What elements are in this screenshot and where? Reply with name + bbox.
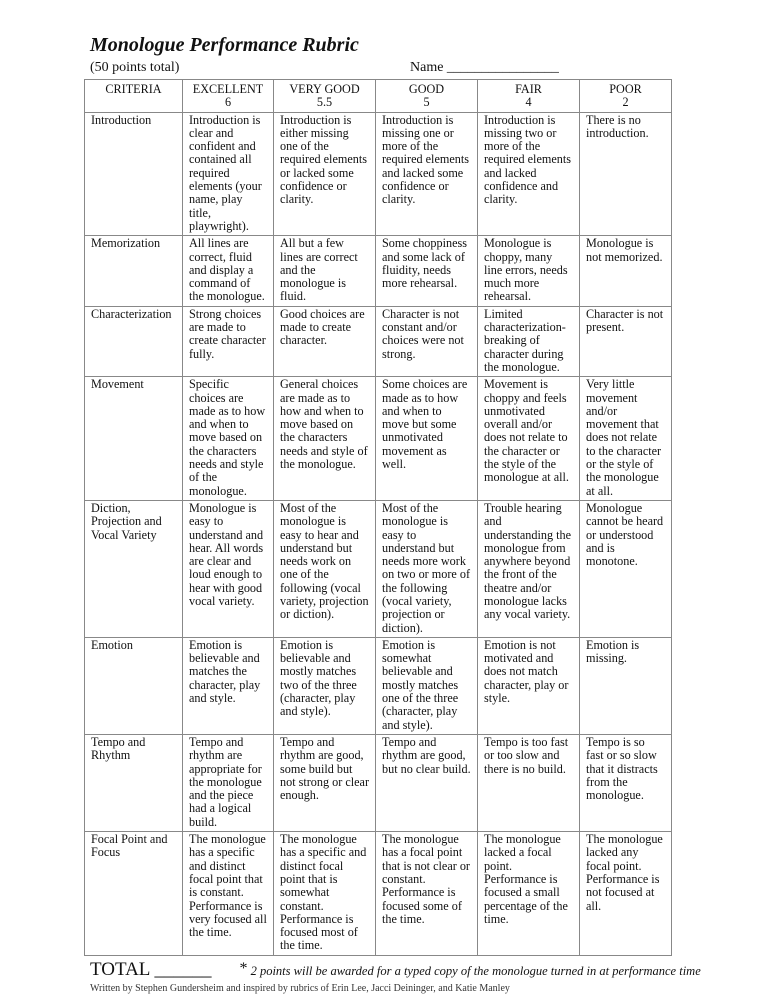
rubric-cell: The monologue lacked a focal point. Performance is focused a small percentage of the time. [478,832,580,956]
column-points: 4 [525,95,532,110]
column-label: FAIR [515,82,542,96]
rubric-cell: Monologue is choppy, many line errors, needs much more rehearsal. [478,236,580,306]
column-label: CRITERIA [105,82,162,96]
column-label: VERY GOOD [289,82,360,96]
rubric-cell: Some choppiness and some lack of fluidity, needs more rehearsal. [376,236,478,306]
rubric-cell: Tempo is so fast or so slow that it distracts from the monologue. [580,734,672,831]
rubric-cell: Emotion is believable and mostly matches two of the three (character, play and style). [274,637,376,734]
column-points: 5 [423,95,430,110]
rubric-cell: Limited characterization-breaking of character during the monologue. [478,306,580,376]
rubric-cell: Monologue cannot be heard or understood and is monotone. [580,500,672,637]
rubric-cell: Emotion is not motivated and does not match character, play or style. [478,637,580,734]
rubric-cell: Trouble hearing and understanding the monologue from anywhere beyond the front of the theatre and/or monologue lacks any vocal variety. [478,500,580,637]
header-row [85,80,672,113]
rubric-cell: Tempo is too fast or too slow and there is no build. [478,734,580,831]
rubric-cell: Strong choices are made to create character fully. [183,306,274,376]
rubric-cell: Very little movement and/or movement that does not relate to the character or the style of the monologue at all. [580,377,672,501]
column-header [274,80,376,113]
table-row [85,377,672,501]
rubric-cell: General choices are made as to how and when to move based on the characters needs and style of the monologue. [274,377,376,501]
rubric-cell: Emotion is somewhat believable and mostly matches one of the three (character, play and style). [376,637,478,734]
rubric-cell: Character is not present. [580,306,672,376]
rubric-cell: Emotion is believable and matches the character, play and style. [183,637,274,734]
rubric-cell: Emotion is missing. [580,637,672,734]
footnote-text: 2 points will be awarded for a typed copy of the monologue turned in at performance time [250,963,701,978]
rubric-table [84,79,672,956]
column-points: 5.5 [316,95,333,110]
rubric-cell: Some choices are made as to how and when to move but some unmotivated movement as well. [376,377,478,501]
rubric-cell: Introduction is missing two or more of the required elements and lacked confidence and clarity. [478,112,580,236]
rubric-cell: Good choices are made to create character. [274,306,376,376]
rubric-cell: The monologue lacked any focal point. Performance is not focused at all. [580,832,672,956]
rubric-section [84,79,724,994]
table-row [85,500,672,637]
column-header [85,80,183,113]
rubric-cell: Tempo and rhythm are appropriate for the monologue and the piece had a logical build. [183,734,274,831]
rubric-cell: Monologue is not memorized. [580,236,672,306]
criteria-cell: Diction, Projection and Vocal Variety [85,500,183,637]
table-row [85,734,672,831]
table-row [85,112,672,236]
column-header [183,80,274,113]
rubric-cell: Specific choices are made as to how and when to move based on the characters needs and style of the monologue. [183,377,274,501]
column-header [478,80,580,113]
page-title: Monologue Performance Rubric [90,34,359,56]
criteria-cell: Introduction [85,112,183,236]
rubric-cell: Introduction is missing one or more of the required elements and lacked some confidence or clarity. [376,112,478,236]
column-label: POOR [609,82,642,96]
rubric-cell: The monologue has a focal point that is not clear or constant. Performance is focused some of the time. [376,832,478,956]
column-label: EXCELLENT [192,82,264,96]
table-row [85,637,672,734]
rubric-cell: Movement is choppy and feels unmotivated overall and/or does not relate to the character or the style of the monologue at all. [478,377,580,501]
criteria-cell: Tempo and Rhythm [85,734,183,831]
asterisk: * [239,959,248,977]
footnote [239,960,700,979]
points-total: (50 points total) [90,60,180,75]
credit-line: Written by Stephen Gundersheim and inspired by rubrics of Erin Lee, Jacci Deininger, and Katie Manley [90,982,510,994]
column-points: 2 [622,95,629,110]
rubric-cell: Most of the monologue is easy to hear and understand but needs work on one of the following (vocal variety, projection or diction). [274,500,376,637]
rubric-cell: The monologue has a specific and distinct focal point that is somewhat constant. Performance is focused most of the time. [274,832,376,956]
column-header [580,80,672,113]
rubric-cell: Introduction is either missing one of the required elements or lacked some confidence or clarity. [274,112,376,236]
criteria-cell: Characterization [85,306,183,376]
table-row [85,832,672,956]
rubric-cell: Character is not constant and/or choices were not strong. [376,306,478,376]
criteria-cell: Focal Point and Focus [85,832,183,956]
rubric-cell: Introduction is clear and confident and contained all required elements (your name, play title, playwright). [183,112,274,236]
name-field: Name ________________ [410,60,559,75]
total-field: TOTAL ______ [90,958,212,980]
rubric-cell: Monologue is easy to understand and hear. All words are clear and loud enough to hear with good vocal variety. [183,500,274,637]
rubric-cell: All lines are correct, fluid and display a command of the monologue. [183,236,274,306]
rubric-cell: All but a few lines are correct and the monologue is fluid. [274,236,376,306]
table-row [85,236,672,306]
table-row [85,306,672,376]
column-label: GOOD [408,82,445,96]
rubric-cell: Tempo and rhythm are good, some build but not strong or clear enough. [274,734,376,831]
rubric-cell: Tempo and rhythm are good, but no clear build. [376,734,478,831]
rubric-cell: The monologue has a specific and distinct focal point that is constant. Performance is very focused all the time. [183,832,274,956]
footer-row [84,959,724,981]
rubric-cell: Most of the monologue is easy to understand but needs more work on two or more of the following (vocal variety, projection or diction). [376,500,478,637]
criteria-cell: Emotion [85,637,183,734]
criteria-cell: Memorization [85,236,183,306]
column-header [376,80,478,113]
column-points: 6 [224,95,232,110]
criteria-cell: Movement [85,377,183,501]
rubric-cell: There is no introduction. [580,112,672,236]
